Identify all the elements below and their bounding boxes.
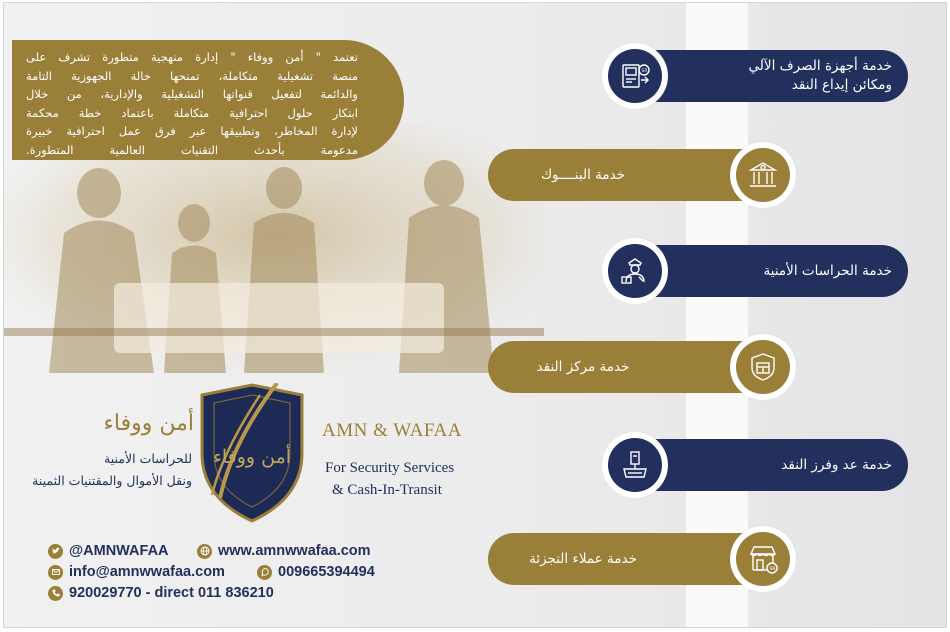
svg-text:SR: SR [641,69,648,74]
company-logo [192,383,312,523]
bank-icon [745,157,781,193]
contact-twitter[interactable] [48,543,169,559]
brand-name-english: AMN & WAFAA [322,420,462,441]
flyer [3,2,947,628]
service-icon-frame [602,432,668,498]
twitter-handle: @AMNWAFAA [69,543,169,559]
service-cash-center [488,341,790,393]
phone-numbers: 920029770 - direct 011 836210 [69,585,274,601]
money-counter-icon [617,447,653,483]
atm-icon [617,58,653,94]
contact-phone[interactable] [48,585,274,601]
service-icon-frame [730,142,796,208]
svg-text:SR: SR [769,567,776,572]
globe-icon [197,544,212,559]
service-label: خدمة الحراسات الأمنية [763,262,892,279]
service-icon-frame [602,238,668,304]
service-label: ومكائن إيداع النقد [791,77,892,93]
cash-center-icon [745,349,781,385]
service-label: خدمة البنــــوك [540,166,626,183]
brand-tagline-arabic: للحراسات الأمنية [104,451,192,466]
intro-line: تعتمد " أمن ووفاء " إدارة منهجية متطورة تشرف على [26,50,358,64]
meeting-photo [4,123,544,373]
service-money-counting [608,439,908,491]
service-icon-frame [602,43,668,109]
intro-line: ابتكار حلول احترافية متكاملة باعتماد خطة محكمة [26,105,358,120]
service-security-guards [608,245,908,297]
brand-tagline-english: For Security Services [325,460,455,476]
phone-icon [48,586,63,601]
service-label: خدمة أجهزة الصرف الآلي [748,58,892,74]
brand-tagline-arabic: ونقل الأموال والمقتنيات الثمينة [32,473,192,488]
twitter-icon [48,544,63,559]
intro-line: مدعومة بأحدث التقنيات العالمية المتطورة. [26,142,358,157]
service-label: خدمة عملاء التجزئة [529,550,637,567]
email-icon [48,565,63,580]
retail-store-icon [745,541,781,577]
brand-name-arabic: أمن ووفاء [103,411,194,436]
security-guard-icon [617,253,653,289]
service-label: خدمة عد وفرز النقد [781,456,892,473]
shield-lettering: أمن ووفاء [212,446,292,468]
service-retail [488,533,790,585]
intro-panel [12,40,404,160]
contact-whatsapp[interactable] [257,564,375,580]
whatsapp-number: 009665394494 [278,564,375,580]
service-icon-frame [730,526,796,592]
contact-email[interactable] [48,564,225,580]
email-address: info@amnwwafaa.com [69,564,225,580]
website-link: www.amnwwafaa.com [218,543,371,559]
intro-line: منصة تشغيلية متكاملة، تمنحها خالة الجهوزية التامة [26,68,358,83]
intro-line: لإدارة المخاطر، وتطبيقها عبر فرق عمل احترافية خبيرة [26,124,358,138]
contact-website[interactable] [197,543,371,559]
service-atm [608,50,908,102]
service-label: خدمة مركز النقد [536,358,630,375]
whatsapp-icon [257,565,272,580]
service-icon-frame [730,334,796,400]
intro-line: والدائمة لتفعيل قنواتها التشغيلية والإدارية، من خلال [26,87,358,101]
brand-tagline-english: & Cash-In-Transit [332,482,442,498]
service-banks [488,149,790,201]
